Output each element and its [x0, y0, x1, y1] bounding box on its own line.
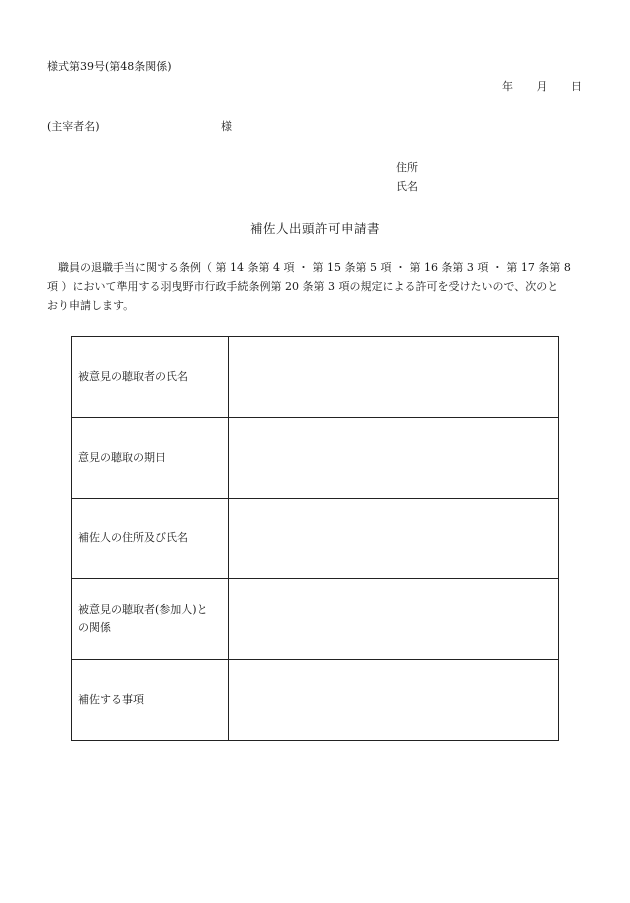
- table-row: [72, 337, 559, 418]
- body-line-2: 項 ）において準用する羽曳野市行政手続条例第 20 条第 3 項の規定による許可を受けたいので、次のと: [47, 280, 559, 293]
- table-row: [72, 660, 559, 741]
- row-value-field[interactable]: [229, 337, 559, 418]
- row-label-line: 補佐人の住所及び氏名: [78, 531, 188, 545]
- date-month-label: 月: [536, 80, 548, 93]
- row-label: [72, 337, 229, 418]
- row-label-line: 補佐する事項: [78, 693, 144, 707]
- body-line-1: 職員の退職手当に関する条例（ 第 14 条第 4 項 ・ 第 15 条第 5 項 ・ 第 16 条第 3 項 ・ 第 17 条第 8: [58, 261, 571, 274]
- table-row: [72, 579, 559, 660]
- application-table: [71, 336, 559, 741]
- body-line-3: おり申請します。: [47, 299, 135, 312]
- document-title: 補佐人出頭許可申請書: [249, 221, 380, 236]
- row-value-field[interactable]: [229, 498, 559, 579]
- row-value-field[interactable]: [229, 579, 559, 660]
- recipient-honorific: 様: [221, 120, 232, 133]
- row-label: [72, 660, 229, 741]
- date-day-label: 日: [571, 80, 582, 93]
- row-value-field[interactable]: [229, 417, 559, 498]
- date-year-label: 年: [502, 80, 513, 93]
- row-label-line-2: の関係: [78, 621, 111, 635]
- table-row: [72, 498, 559, 579]
- table-row: [72, 417, 559, 498]
- recipient-label: (主宰者名): [47, 120, 100, 133]
- row-label-line: 被意見の聴取者の氏名: [78, 369, 188, 383]
- row-label: [72, 579, 229, 660]
- row-label-line: 被意見の聴取者(参加人)と: [78, 603, 208, 617]
- body-paragraph: [47, 258, 587, 315]
- date-line: [502, 80, 582, 94]
- row-label: [72, 498, 229, 579]
- row-label: [72, 417, 229, 498]
- address-label: 住所: [396, 161, 418, 174]
- form-number: 様式第39号(第48条関係): [47, 60, 172, 73]
- row-label-line: 意見の聴取の期日: [78, 450, 166, 464]
- row-value-field[interactable]: [229, 660, 559, 741]
- name-label: 氏名: [396, 180, 418, 193]
